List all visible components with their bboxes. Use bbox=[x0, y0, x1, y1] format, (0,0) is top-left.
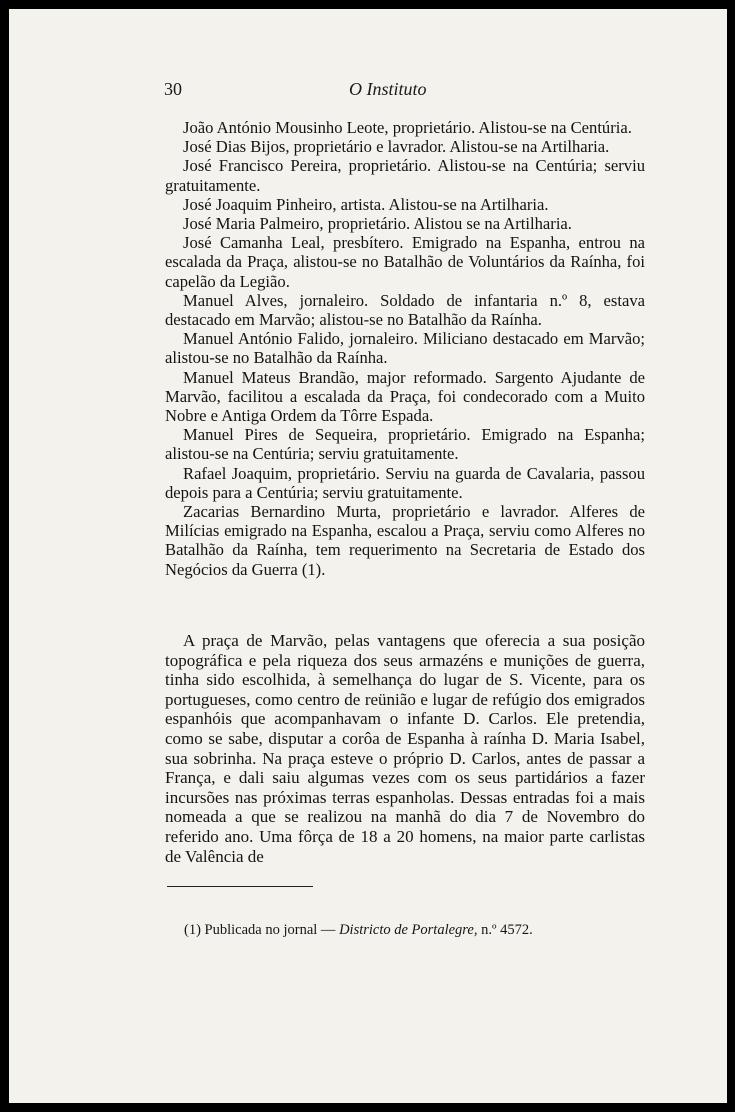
footnote-source: Districto de Portalegre, bbox=[339, 922, 478, 938]
body-text bbox=[165, 631, 645, 866]
list-entry: João António Mousinho Leote, proprietário. Alistou-se na Centúria. bbox=[183, 118, 632, 137]
list-entry: José Francisco Pereira, proprietário. Alistou-se na Centúria; serviu gratuitamente. bbox=[165, 156, 645, 195]
footnote-divider bbox=[167, 886, 313, 887]
footnote bbox=[184, 921, 644, 939]
list-entry: Manuel António Falido, jornaleiro. Miliciano destacado em Marvão; alistou-se no Batalhão da Raínha. bbox=[165, 329, 645, 368]
list-entry: Manuel Mateus Brandão, major reformado. Sargento Ajudante de Marvão, facilitou a escalada da Praça, foi condecorado com a Muito Nobre e Antiga Ordem da Tôrre Espada. bbox=[165, 367, 645, 426]
document-page bbox=[9, 9, 727, 1103]
list-entry: Manuel Alves, jornaleiro. Soldado de infantaria n.º 8, estava destacado em Marvão; alistou-se no Batalhão da Raínha. bbox=[165, 290, 645, 330]
page-header bbox=[164, 79, 594, 103]
list-entry: Manuel Pires de Sequeira, proprietário. Emigrado na Espanha; alistou-se na Centúria; serviu gratuitamente. bbox=[165, 425, 645, 464]
list-entry: José Joaquim Pinheiro, artista. Alistou-se na Artilharia. bbox=[183, 194, 549, 214]
list-entry: Rafael Joaquim, proprietário. Serviu na guarda de Cavalaria, passou depois para a Centúria; serviu gratuitamente. bbox=[165, 463, 645, 502]
list-entry: José Camanha Leal, presbítero. Emigrado na Espanha, entrou na escalada da Praça, alistou-se no Batalhão de Voluntários da Raínha, foi capelão da Legião. bbox=[165, 233, 645, 291]
list-entry: Zacarias Bernardino Murta, proprietário e lavrador. Alferes de Milícias emigrado na Espanha, escalou a Praça, serviu como Alferes no Batalhão da Raínha, tem requerimento na Secretaria de Estado dos Negócios da Guerra (1). bbox=[165, 502, 645, 579]
volunteer-list bbox=[165, 118, 645, 579]
footnote-number: n.º 4572. bbox=[481, 922, 533, 938]
footnote-text: Publicada no jornal — bbox=[204, 922, 336, 938]
list-entry: José Dias Bijos, proprietário e lavrador. Alistou-se na Artilharia. bbox=[183, 137, 610, 157]
list-entry: José Maria Palmeiro, proprietário. Alistou se na Artilharia. bbox=[183, 214, 572, 234]
page-number: 30 bbox=[164, 79, 182, 99]
footnote-marker: (1) bbox=[184, 922, 201, 938]
running-title: O Instituto bbox=[349, 79, 427, 99]
body-paragraph: A praça de Marvão, pelas vantagens que oferecia a sua posição topográfica e pela riqueza dos seus armazéns e munições de guerra, tinha sido escolhida, à semelhança do lugar de S. Vicente, para os portugueses, como centro de reünião e lugar de refúgio dos emigrados espanhóis que acompanhavam o infante D. Carlos. Ele pretendia, como se sabe, disputar a corôa de Espanha à raínha D. Maria Isabel, sua sobrinha. Na praça esteve o próprio D. Carlos, antes de passar a França, e dali saiu algumas vezes com os seus partidários a fazer incursões nas próximas terras espanholas. Dessas entradas foi a mais nomeada a que se realizou na manhã do dia 7 de Novembro do referido ano. Uma fôrça de 18 a 20 homens, na maior parte carlistas de Valência de bbox=[165, 631, 645, 866]
